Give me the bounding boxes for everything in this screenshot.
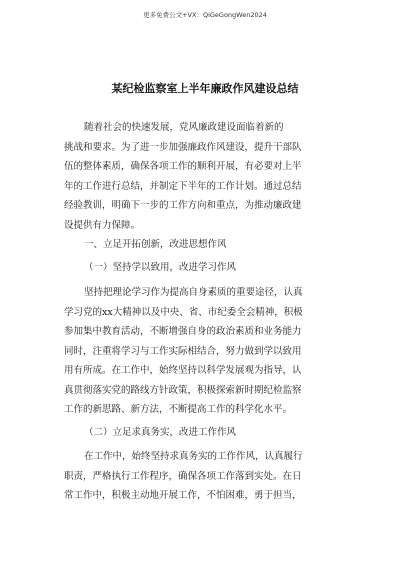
paragraph-line: 学习党的xx大精神以及中央、省、市纪委全会精神，积极 [64,306,303,318]
paragraph-line: 在工作中，始终坚持求真务实的工作作风，认真履行 [84,451,303,462]
document-title: 某纪检监察室上半年廉政作风建设总结 [111,82,299,95]
paragraph-line: 设提供有力保障。 [64,219,141,231]
paragraph-line: 坚持把理论学习作为提高自身素质的重要途径，认真 [84,287,303,298]
subsection-2 [64,423,354,443]
paragraph-line: 参加集中教育活动，不断增强自身的政治素质和业务能力 [64,326,302,337]
paragraph-line: 真贯彻落实党的路线方针政策，积极探索新时期纪检监察 [64,384,302,396]
paragraph-line: 常工作中，积极主动地开展工作，不怕困难，勇于担当， [64,490,302,501]
paragraph-line: 经验教训，明确下一步的工作方向和重点，为推动廉政建 [64,200,302,211]
paragraph-line: 工作的新思路、新方法，不断提高工作的科学化水平。 [64,404,293,415]
section-1 [64,235,354,255]
paragraph-line: 随着社会的快速发展，党风廉政建设面临着新的 [84,122,284,133]
paragraph-line: 用有所成。在工作中，始终坚持以科学发展观为指导，认 [64,365,302,376]
intro-paragraph [64,118,354,235]
subsection-1-body [64,283,354,420]
paragraph-line: 伍的整体素质，确保各项工作的顺利开展，有必要对上半 [64,161,302,172]
subsection-heading: （一）坚持学以致用，改进学习作风 [84,262,237,273]
subsection-2-body [64,447,354,506]
header-note: 更多免费公文+VX：QiGeGongWen2024 [143,11,267,19]
section-heading: 一、立足开拓创新，改进思想作风 [84,239,227,250]
paragraph-line: 年的工作进行总结，并制定下半年的工作计划。通过总结 [64,180,302,192]
paragraph-line: 挑战和要求。为了进一步加强廉政作风建设，提升干部队 [64,141,302,153]
subsection-heading: （二）立足求真务实，改进工作作风 [84,427,237,438]
paragraph-line: 职责，严格执行工作程序，确保各项工作落到实处。在日 [64,470,302,482]
subsection-1 [64,258,354,278]
paragraph-line: 同时，注重将学习与工作实际相结合，努力做到学以致用 [64,345,302,357]
